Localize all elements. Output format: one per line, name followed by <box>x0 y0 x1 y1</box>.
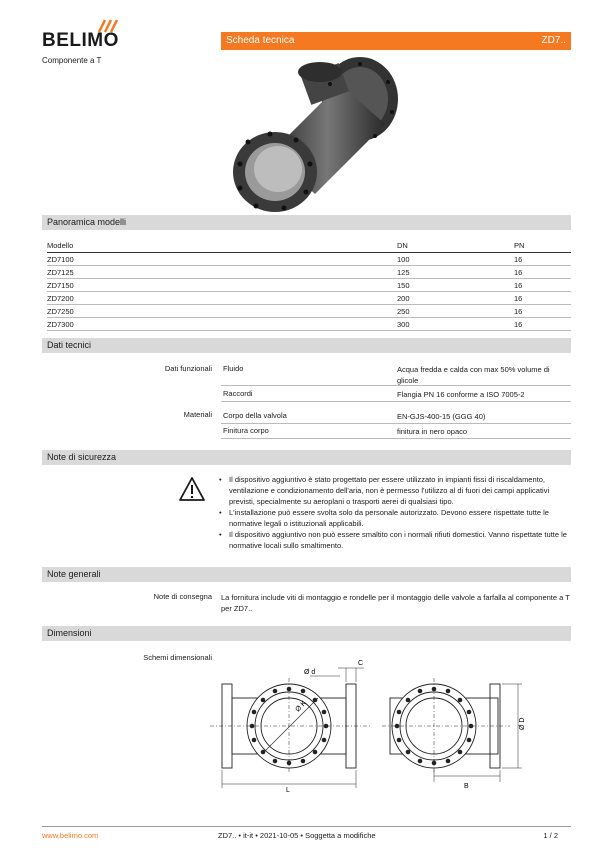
warning-icon <box>178 476 206 502</box>
fittings-value: Flangia PN 16 conforme a ISO 7005-2 <box>397 390 525 399</box>
body-row <box>221 411 571 424</box>
cell-model: ZD7300 <box>47 318 397 331</box>
body-key: Corpo della valvola <box>223 411 287 420</box>
finish-row <box>221 426 571 439</box>
finish-key: Finitura corpo <box>223 426 269 435</box>
belimo-logo-icon <box>97 16 119 34</box>
dim-d-small: Ø d <box>304 669 316 676</box>
table-row <box>47 266 571 279</box>
footer-meta: ZD7.. • it-it • 2021-10-05 • Soggetta a modifiche <box>218 831 376 840</box>
table-row <box>47 318 571 331</box>
table-row <box>47 292 571 305</box>
table-row <box>47 253 571 266</box>
section-dims: Dimensioni <box>42 626 571 641</box>
finish-value: finitura in nero opaco <box>397 427 468 436</box>
fittings-row <box>221 389 571 402</box>
delivery-label: Note di consegna <box>153 592 212 601</box>
dim-b: B <box>464 783 469 790</box>
dim-d-big: Ø D <box>519 717 526 730</box>
product-subtitle: Componente a T <box>42 56 102 65</box>
dims-label: Schemi dimensionali <box>143 653 212 662</box>
delivery-text: La fornitura include viti di montaggio e rondelle per il montaggio delle valvole a farfalla al componente a T per ZD7.. <box>221 593 570 613</box>
dimension-drawing <box>210 658 540 798</box>
cell-pn: 16 <box>514 292 571 305</box>
dim-l: L <box>286 787 290 794</box>
brand-logo: BELIMO <box>42 30 119 51</box>
section-models: Panoramica modelli <box>42 215 571 230</box>
cell-model: ZD7125 <box>47 266 397 279</box>
section-general: Note generali <box>42 567 571 582</box>
fittings-key: Raccordi <box>223 389 253 398</box>
cell-model: ZD7250 <box>47 305 397 318</box>
cell-pn: 16 <box>514 305 571 318</box>
fluid-row <box>221 364 571 386</box>
page-number: 1 / 2 <box>543 831 558 840</box>
cell-dn: 150 <box>397 279 514 292</box>
section-tech: Dati tecnici <box>42 338 571 353</box>
body-value: EN-GJS-400-15 (GGG 40) <box>397 412 486 421</box>
table-header-row <box>47 240 571 253</box>
cell-pn: 16 <box>514 318 571 331</box>
cell-model: ZD7200 <box>47 292 397 305</box>
doc-header-bar <box>221 32 571 50</box>
list-item: • L'installazione può essere svolta solo da personale autorizzato. Devono essere rispettate tutte le normative legali o istituzionali applicabili. <box>219 507 571 529</box>
product-code: ZD7.. <box>541 35 566 46</box>
cell-dn: 125 <box>397 266 514 279</box>
dim-c: C <box>358 660 364 667</box>
section-safety: Note di sicurezza <box>42 450 571 465</box>
cell-dn: 250 <box>397 305 514 318</box>
table-row <box>47 305 571 318</box>
safety-list <box>219 474 571 551</box>
functional-label: Dati funzionali <box>164 364 212 373</box>
list-item: • Il dispositivo aggiuntivo non può essere smaltito con i normali rifiuti domestici. Vanno rispettate tutte le normative locali sullo smaltimento. <box>219 529 571 551</box>
cell-model: ZD7150 <box>47 279 397 292</box>
cell-dn: 300 <box>397 318 514 331</box>
dim-k: Ø K <box>294 699 308 714</box>
fluid-key: Fluido <box>223 364 244 373</box>
col-dn: DN <box>397 240 514 253</box>
cell-pn: 16 <box>514 279 571 292</box>
list-item: • Il dispositivo aggiuntivo è stato progettato per essere utilizzato in impianti fissi di riscaldamento, ventilazione e condizionamento dell'aria, non è permesso l'utilizzo al di fuori dei campi applicativi previsti, specialmente su aeroplani o trasporti aerei di qualsiasi tipo. <box>219 474 571 507</box>
footer-url[interactable]: www.belimo.com <box>42 831 99 840</box>
col-pn: PN <box>514 240 571 253</box>
footer-divider <box>42 826 571 827</box>
cell-pn: 16 <box>514 253 571 266</box>
doc-type: Scheda tecnica <box>226 35 295 46</box>
cell-pn: 16 <box>514 266 571 279</box>
product-image <box>210 54 410 214</box>
cell-dn: 100 <box>397 253 514 266</box>
cell-dn: 200 <box>397 292 514 305</box>
table-row <box>47 279 571 292</box>
fluid-value: Acqua fredda e calda con max 50% volume di glicole <box>397 365 550 385</box>
materials-label: Materiali <box>183 410 212 419</box>
col-model: Modello <box>47 240 397 253</box>
models-table <box>47 240 571 331</box>
cell-model: ZD7100 <box>47 253 397 266</box>
